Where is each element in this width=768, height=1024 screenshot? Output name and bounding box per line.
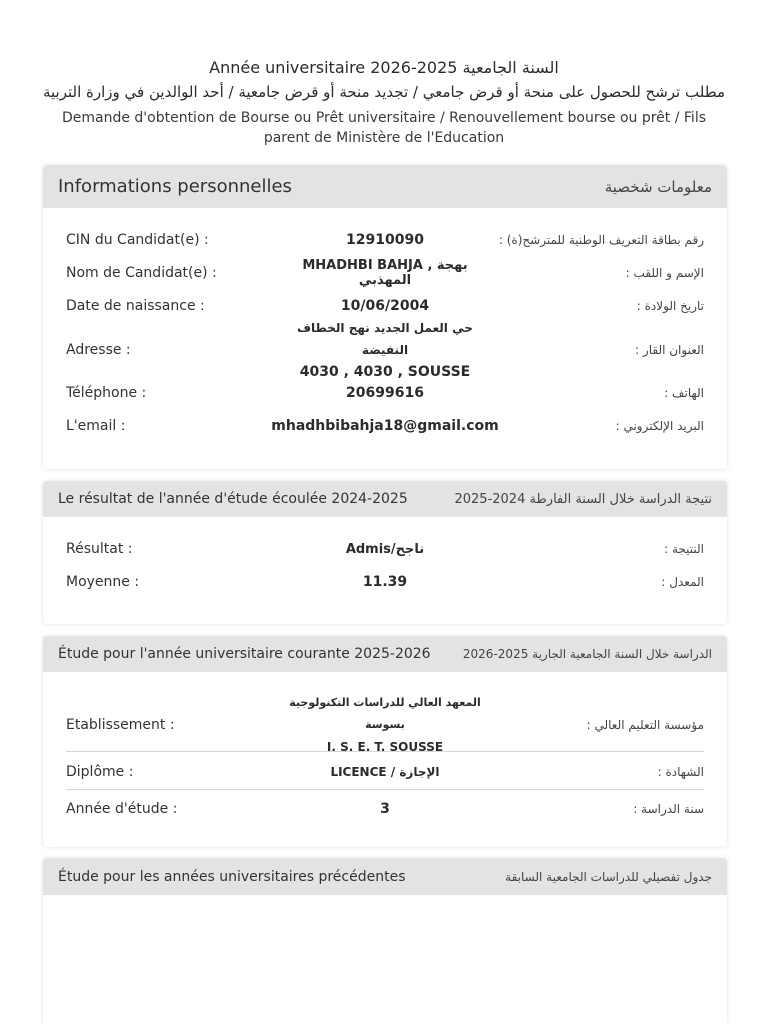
address-value-line2: 4030 , 4030 , SOUSSE xyxy=(299,364,471,380)
current-year-header xyxy=(43,636,727,672)
result-title-fr: Le résultat de l'année d'étude écoulée 2024-2025 xyxy=(58,491,408,507)
address-value-line1: حي العمل الجديد نهج الخطاف النفيضة xyxy=(297,321,473,357)
birthdate-label: Date de naissance : xyxy=(66,298,205,314)
study-year-value: 3 xyxy=(380,801,390,817)
study-year-label: Année d'étude : xyxy=(66,801,178,817)
result-header xyxy=(43,481,727,517)
academic-year-title: Année universitaire 2026-2025 السنة الجامعية xyxy=(209,58,559,77)
current-year-title-fr: Étude pour l'année universitaire courante 2025-2026 xyxy=(58,646,431,662)
average-row xyxy=(66,571,704,593)
current-year-card xyxy=(43,636,727,847)
average-value: 11.39 xyxy=(362,574,408,590)
result-card xyxy=(43,481,727,624)
cin-row xyxy=(66,229,704,251)
request-title-fr: Demande d'obtention de Bourse ou Prêt universitaire / Renouvellement bourse ou prêt / Fils parent de Ministère de l'Education xyxy=(61,110,707,146)
name-label: Nom de Candidat(e) : xyxy=(66,265,217,281)
email-row xyxy=(66,415,704,437)
personal-info-header xyxy=(43,165,727,208)
establishment-row xyxy=(66,695,704,754)
establishment-value-fr: I. S. E. T. SOUSSE xyxy=(326,739,444,754)
address-label-ar: العنوان القار : xyxy=(635,343,704,357)
average-label-ar: المعدل : xyxy=(661,575,704,589)
name-label-ar: الإسم و اللقب : xyxy=(625,266,704,280)
establishment-label-ar: مؤسسة التعليم العالي : xyxy=(586,717,704,732)
birthdate-label-ar: تاريخ الولادة : xyxy=(636,299,704,313)
personal-info-card xyxy=(43,165,727,469)
email-label: L'email : xyxy=(66,418,126,434)
phone-row xyxy=(66,382,704,404)
address-row xyxy=(66,321,704,380)
diploma-label-ar: الشهادة : xyxy=(657,764,704,779)
result-row xyxy=(66,538,704,560)
establishment-label: Etablissement : xyxy=(66,716,175,733)
name-row xyxy=(66,258,704,288)
study-year-label-ar: سنة الدراسة : xyxy=(633,802,704,816)
result-label-ar: النتيجة : xyxy=(664,542,704,556)
previous-years-title-fr: Étude pour les années universitaires précédentes xyxy=(58,868,406,885)
previous-years-header xyxy=(43,858,727,895)
result-title-ar: نتيجة الدراسة خلال السنة الفارطة 2024-2025 xyxy=(454,491,712,507)
address-value xyxy=(276,317,494,383)
birthdate-row xyxy=(66,295,704,317)
diploma-value: LICENCE / الإجازة xyxy=(330,764,440,779)
study-year-row xyxy=(66,797,704,821)
phone-label-ar: الهاتف : xyxy=(664,386,704,400)
cin-value: 12910090 xyxy=(346,232,424,248)
personal-info-title-fr: Informations personnelles xyxy=(58,176,292,197)
establishment-value-ar: المعهد العالي للدراسات التكنولوجية بسوسة xyxy=(289,695,481,731)
birthdate-value: 10/06/2004 xyxy=(340,298,430,314)
cin-label-ar: رقم بطاقة التعريف الوطنية للمترشح(ة) : xyxy=(498,233,704,247)
document-header xyxy=(0,56,768,148)
phone-label: Téléphone : xyxy=(66,385,147,401)
previous-years-card xyxy=(43,858,727,1024)
address-label: Adresse : xyxy=(66,342,131,358)
name-value: MHADHBI BAHJA , بهجة المهذبي xyxy=(302,258,468,288)
current-year-title-ar: الدراسة خلال السنة الجامعية الجارية 2025-2026 xyxy=(462,647,712,661)
phone-value: 20699616 xyxy=(346,385,424,401)
result-label: Résultat : xyxy=(66,541,133,557)
average-label: Moyenne : xyxy=(66,574,140,590)
diploma-label: Diplôme : xyxy=(66,763,134,780)
email-value: mhadhbibahja18@gmail.com xyxy=(271,418,499,434)
establishment-value xyxy=(276,692,494,758)
request-title-ar: مطلب ترشح للحصول على منحة أو قرض جامعي / تجديد منحة أو قرض جامعية / أحد الوالدين في وزارة التربية xyxy=(42,83,726,101)
previous-years-title-ar: جدول تفصيلي للدراسات الجامعية السابقة xyxy=(505,869,712,884)
cin-label: CIN du Candidat(e) : xyxy=(66,232,209,248)
result-value: Admis/ناجح xyxy=(345,541,425,557)
email-label-ar: البريد الإلكتروني : xyxy=(615,419,704,433)
personal-info-title-ar: معلومات شخصية xyxy=(604,177,712,196)
diploma-row xyxy=(66,754,704,790)
